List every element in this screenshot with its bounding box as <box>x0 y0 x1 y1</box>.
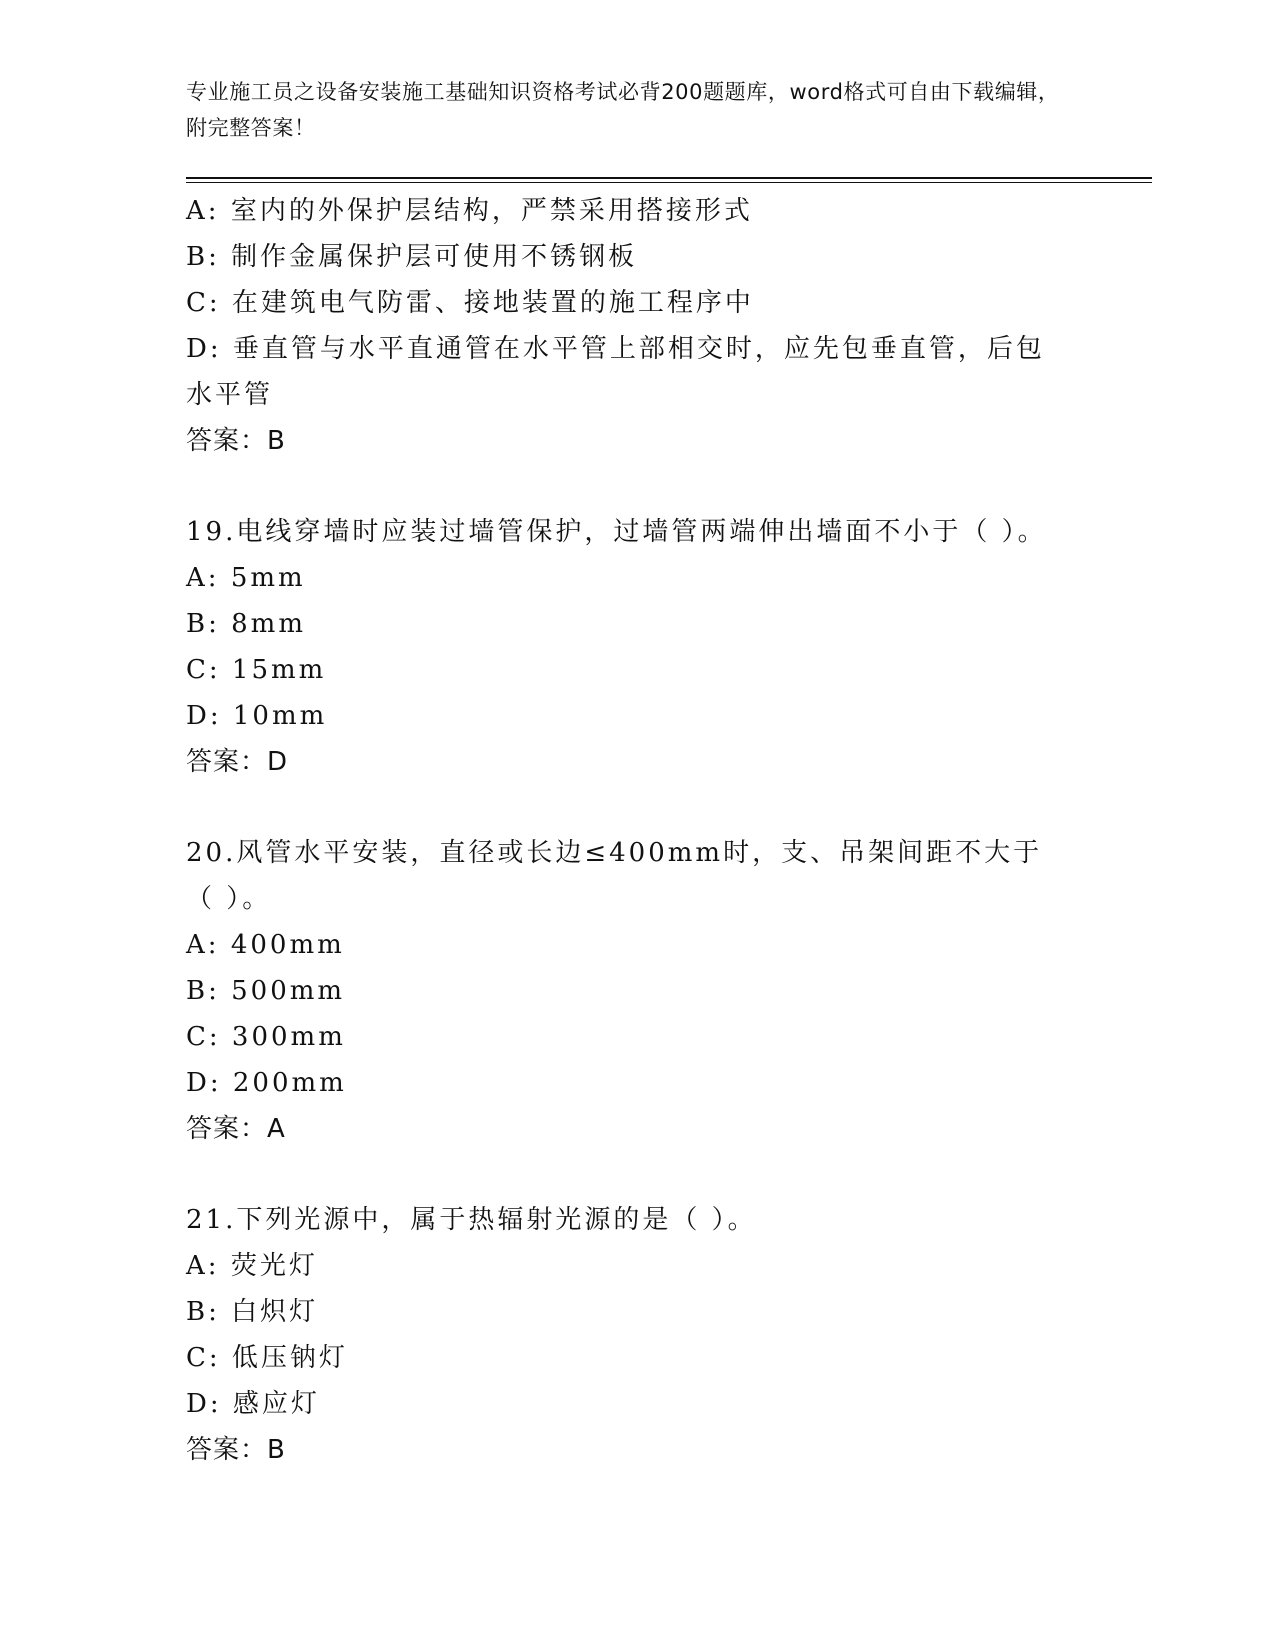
question-20 <box>186 830 1066 1152</box>
question-number: 21. <box>186 1205 237 1235</box>
option-letter: A: <box>186 563 220 593</box>
option-a <box>186 555 1066 601</box>
question-21 <box>186 1197 1066 1473</box>
question-continuation <box>186 188 1066 464</box>
option-letter: B: <box>186 1297 220 1327</box>
option-a <box>186 1243 1066 1289</box>
option-letter: B: <box>186 609 220 639</box>
question-text: 下列光源中，属于热辐射光源的是（ ）。 <box>236 1205 757 1235</box>
option-b <box>186 968 1066 1014</box>
answer-value: B <box>267 426 286 456</box>
answer-label: 答案： <box>186 1435 268 1465</box>
option-b <box>186 234 1066 280</box>
option-letter: D: <box>186 334 222 364</box>
option-a <box>186 922 1066 968</box>
option-b <box>186 1289 1066 1335</box>
question-19 <box>186 509 1066 785</box>
answer-line <box>186 739 1066 785</box>
option-letter: C: <box>186 655 221 685</box>
option-text: 10mm <box>232 701 328 731</box>
option-d <box>186 1381 1066 1427</box>
option-letter: C: <box>186 1022 221 1052</box>
option-text: 制作金属保护层可使用不锈钢板 <box>231 242 638 272</box>
answer-line <box>186 418 1066 464</box>
option-b <box>186 601 1066 647</box>
option-letter: D: <box>186 701 222 731</box>
answer-value: B <box>267 1435 286 1465</box>
answer-label: 答案： <box>186 426 268 456</box>
answer-value: A <box>267 1114 286 1144</box>
option-d <box>186 1060 1066 1106</box>
option-letter: D: <box>186 1068 222 1098</box>
option-d <box>186 326 1066 418</box>
option-a <box>186 188 1066 234</box>
option-text: 15mm <box>231 655 327 685</box>
question-stem <box>186 509 1066 555</box>
header-rule-thick <box>186 177 1152 179</box>
option-text: 低压钠灯 <box>231 1343 348 1373</box>
option-text: 500mm <box>231 976 346 1006</box>
question-text: 电线穿墙时应装过墙管保护，过墙管两端伸出墙面不小于（ ）。 <box>236 517 1047 547</box>
option-letter: A: <box>186 1251 220 1281</box>
answer-label: 答案： <box>186 1114 268 1144</box>
option-letter: A: <box>186 196 220 226</box>
question-stem <box>186 830 1066 922</box>
option-d <box>186 693 1066 739</box>
question-stem <box>186 1197 1066 1243</box>
option-letter: B: <box>186 976 220 1006</box>
answer-label: 答案： <box>186 747 268 777</box>
answer-value: D <box>267 747 289 777</box>
option-letter: B: <box>186 242 220 272</box>
question-text: 风管水平安装，直径或长边≤400mm时，支、吊架间距不大于（ ）。 <box>186 838 1043 914</box>
answer-line <box>186 1106 1066 1152</box>
option-text: 荧光灯 <box>230 1251 318 1281</box>
option-text: 在建筑电气防雷、接地装置的施工程序中 <box>231 288 754 318</box>
option-text: 室内的外保护层结构，严禁采用搭接形式 <box>230 196 753 226</box>
question-number: 19. <box>186 517 237 547</box>
option-c <box>186 1335 1066 1381</box>
option-text: 5mm <box>230 563 306 593</box>
option-text: 垂直管与水平直通管在水平管上部相交时，应先包垂直管，后包水平管 <box>186 334 1045 410</box>
option-letter: A: <box>186 930 220 960</box>
option-text: 感应灯 <box>232 1389 320 1419</box>
option-text: 8mm <box>231 609 306 639</box>
option-letter: C: <box>186 288 221 318</box>
question-list <box>186 188 1066 1473</box>
option-text: 200mm <box>232 1068 347 1098</box>
answer-line <box>186 1427 1066 1473</box>
option-letter: C: <box>186 1343 221 1373</box>
option-c <box>186 647 1066 693</box>
document-header: 专业施工员之设备安装施工基础知识资格考试必背200题题库，word格式可自由下载编辑，附完整答案！ <box>186 80 1060 140</box>
option-c <box>186 1014 1066 1060</box>
question-number: 20. <box>186 838 237 868</box>
option-c <box>186 280 1066 326</box>
option-text: 300mm <box>231 1022 346 1052</box>
option-text: 400mm <box>230 930 345 960</box>
header-rule-thin <box>186 182 1152 183</box>
option-letter: D: <box>186 1389 222 1419</box>
option-text: 白炽灯 <box>231 1297 319 1327</box>
